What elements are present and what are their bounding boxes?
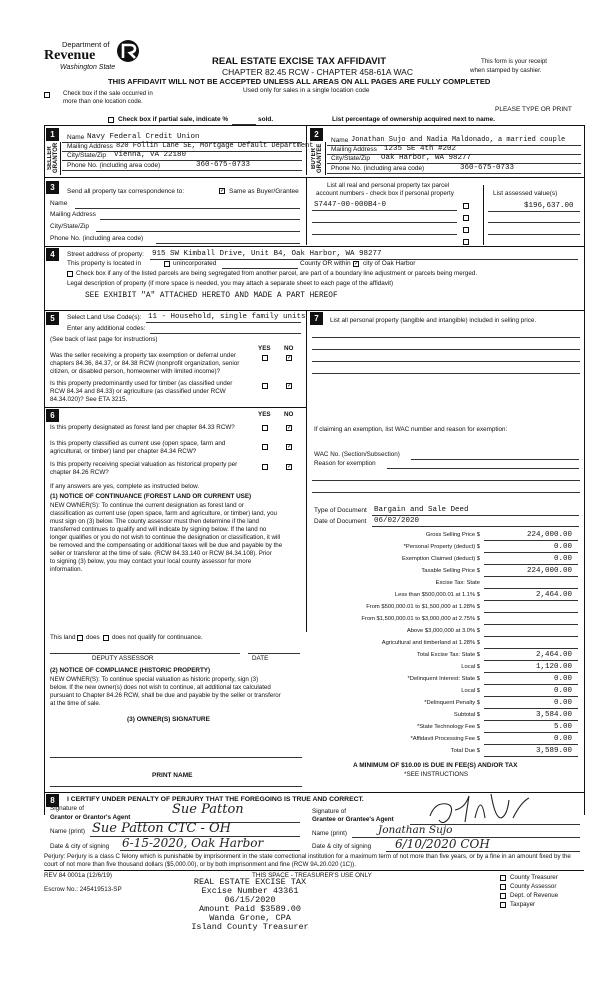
grantee-name-label: Name (print)	[312, 830, 347, 837]
tax-row-value[interactable]: 2,464.00	[535, 651, 572, 659]
personal-property-line-3[interactable]	[312, 361, 580, 362]
tax-row-line	[484, 648, 578, 649]
doc-type-label: Type of Document	[314, 507, 367, 514]
land-use-value[interactable]: 11 - Household, single family units	[148, 313, 306, 321]
county-or-label: County OR within	[300, 260, 351, 267]
street-value[interactable]: 915 SW Kimball Drive, Unit B4, Oak Harbor, WA 98277	[152, 250, 382, 258]
notice1-line4: transferred continues to qualify and will indicate by signing below. If the land no	[50, 526, 267, 533]
form-title: REAL ESTATE EXCISE TAX AFFIDAVIT	[212, 56, 387, 67]
tax-row-label: Local $	[461, 688, 480, 694]
brand-state: Washington State	[60, 64, 116, 71]
section-7-badge: 7	[310, 312, 323, 325]
stamp-line-6: Island County Treasurer	[191, 921, 309, 932]
s5-q1-no-checkbox[interactable]: ✓	[287, 355, 293, 361]
s5-q2-line3: 84.34.020)? See ETA 3215.	[50, 396, 128, 403]
tax-row-line	[484, 588, 578, 589]
land-does-not-label: does not qualify for continuance.	[112, 634, 203, 641]
notice2-line2: below. If the new owner(s) does not wish to continue, all additional tax calculated	[50, 684, 271, 691]
multi-location-checkbox[interactable]	[44, 92, 50, 98]
grantor-name-label: Name (print)	[50, 828, 85, 835]
doc-type-value[interactable]: Bargain and Sale Deed	[374, 506, 469, 514]
tax-row-value[interactable]: 0.00	[553, 735, 572, 743]
parcel-header-1: List all real and personal property tax parcel	[327, 182, 450, 189]
seller-phone-value[interactable]: 360-675-0733	[196, 161, 251, 169]
corr-name-field[interactable]	[75, 208, 300, 209]
s5-q2-line2: RCW 84.34 and 84.33) or agriculture (as classified under RCW	[50, 388, 226, 395]
unincorporated-label: unincorporated	[173, 260, 217, 267]
assessed-value[interactable]: $196,637.00	[524, 202, 574, 210]
tax-row-label: *Personal Property (deduct) $	[403, 544, 480, 550]
tax-row-line	[484, 636, 578, 637]
s6-q3-line2: chapter 84.26 RCW?	[50, 469, 109, 476]
grantee-name-value[interactable]: Jonathan Sujo	[378, 824, 453, 836]
brand-name: Revenue	[44, 48, 96, 63]
seller-mailing-label: Mailing Address	[67, 143, 113, 150]
city-of-label: city of Oak Harbor	[363, 260, 416, 267]
reason-label: Reason for exemption	[314, 460, 376, 467]
s6-q2-line2: agricultural, or timber) land per chapter 84.34 RCW?	[50, 448, 197, 455]
used-only-note: Used only for sales in a single location code	[243, 87, 370, 94]
receipt-note-1: This form is your receipt	[481, 58, 548, 65]
deputy-date-label: DATE	[252, 655, 269, 662]
tax-row-label: Exemption Claimed (deduct) $	[402, 556, 480, 562]
legal-description-label: Legal description of property (if more space is needed, you may attach a separate sheet to each page of the affidavit)	[67, 280, 394, 287]
certify-statement: I CERTIFY UNDER PENALTY OF PERJURY THAT THE FOREGOING IS TRUE AND CORRECT.	[67, 796, 364, 803]
notice-continuance-title: (1) NOTICE OF CONTINUANCE (FOREST LAND OR CURRENT USE)	[50, 493, 252, 500]
s6-q3-line1: Is this property receiving special valuation as historical property per	[50, 461, 238, 468]
parcel-number[interactable]: S7447-00-000B4-0	[314, 201, 387, 209]
parcel-3-checkbox[interactable]	[463, 227, 469, 233]
see-back-note: (See back of last page for instructions)	[50, 336, 158, 343]
dept-line: Department of	[62, 40, 110, 49]
buyer-mailing-label: Mailing Address	[331, 146, 377, 153]
copy-treasurer-checkbox[interactable]	[500, 875, 506, 881]
segregated-label: Check box if any of the listed parcels are being segregated from another parcel, are part of a boundary line adjustment or parcels being merged.	[76, 270, 478, 277]
copy-taxpayer-checkbox[interactable]	[500, 902, 506, 908]
partial-sale-checkbox[interactable]	[108, 117, 114, 123]
s5-yes-header: YES	[258, 345, 271, 352]
tax-row-line	[484, 744, 578, 745]
buyer-grantee-label: BUYER GRANTEE	[311, 143, 323, 173]
reason-field[interactable]	[387, 468, 579, 469]
tax-row-label: Local $	[461, 664, 480, 670]
s6-q1-yes-checkbox[interactable]	[262, 425, 268, 431]
corr-mailing-label: Mailing Address	[50, 211, 96, 218]
s6-q2-no-checkbox[interactable]: ✓	[287, 444, 293, 450]
s5-q1-line2: chapters 84.36, 84.37, or 84.38 RCW (nonprofit organization, senior	[50, 360, 240, 367]
tax-row-value[interactable]: 2,464.00	[535, 591, 572, 599]
section-8-badge: 8	[46, 794, 59, 807]
notice1-line1: NEW OWNER(S): To continue the current designation as forest land or	[50, 502, 244, 509]
wac-label: WAC No. (Section/Subsection)	[314, 451, 400, 458]
parcel-2-checkbox[interactable]	[463, 215, 469, 221]
tax-row-label: *Delinquent Penalty $	[424, 700, 480, 706]
minimum-due-note: A MINIMUM OF $10.00 IS DUE IN FEE(S) AND/OR TAX	[353, 762, 518, 769]
deputy-assessor-field[interactable]	[50, 653, 240, 654]
tax-row-line	[484, 672, 578, 673]
corr-phone-field[interactable]	[156, 243, 300, 244]
seller-city-label: City/State/Zip	[67, 152, 107, 159]
tax-row-label: Gross Selling Price $	[425, 532, 480, 538]
notice1-line9: information.	[50, 566, 83, 573]
tax-row-value[interactable]: 0.00	[553, 675, 572, 683]
stamp-line-1: REAL ESTATE EXCISE TAX	[193, 877, 307, 887]
personal-property-line-2[interactable]	[312, 349, 580, 350]
stamp-line-5: Wanda Grone, CPA	[209, 912, 291, 923]
tax-row-label: Total Excise Tax: State $	[416, 652, 480, 658]
corr-city-label: City/State/Zip	[50, 223, 90, 230]
partial-sale-sold: sold.	[258, 116, 274, 123]
deputy-date-field[interactable]	[248, 653, 300, 654]
copy-assessor-label: County Assessor	[510, 883, 557, 890]
perjury-notice: Perjury: Perjury is a class C felony which is punishable by imprisonment in the state correctional institution for a maximum term of not more than five years, or by a fine in an amount fixed by the court of not more than five thousand dollars ($5,000.00), or by both imprisonment and fine (RCW 9A.20.020 (1C)).	[44, 853, 571, 869]
tax-row-value[interactable]: 224,000.00	[526, 567, 572, 575]
tax-row-label: Less than $500,000.01 at 1.1% $	[394, 592, 480, 598]
s6-yes-header: YES	[258, 411, 271, 418]
s5-q1-line3: citizen, or disabled person, homeowner with limited income)?	[50, 368, 221, 375]
seller-name-label: Name	[67, 134, 85, 141]
list-percentage-note: List percentage of ownership acquired next to name.	[332, 116, 495, 123]
located-in-label: This property is located in	[67, 260, 142, 267]
s5-q1-yes-checkbox[interactable]	[262, 355, 268, 361]
revenue-logo-icon	[114, 38, 142, 64]
claiming-exemption-label: If claiming an exemption, list WAC number and reason for exemption:	[314, 426, 508, 433]
s6-q1-no-checkbox[interactable]: ✓	[287, 425, 293, 431]
corr-city-field[interactable]	[96, 231, 300, 232]
grantor-name-value[interactable]: Sue Patton CTC - OH	[92, 821, 232, 836]
s6-q3-no-checkbox[interactable]: ✓	[287, 464, 293, 470]
notice1-line7: seller or transferor at the time of sale. (RCW 84.33.140 or RCW 84.34.108). Prior	[50, 550, 272, 557]
doc-date-value[interactable]: 06/02/2020	[374, 517, 420, 525]
tax-row-line	[484, 624, 578, 625]
tax-row-line	[484, 732, 578, 733]
notice2-line1: NEW OWNER(S): To continue special valuation as historic property, sign (3)	[50, 676, 259, 683]
buyer-name-label: Name	[331, 137, 349, 144]
tax-row-label: Total Due $	[450, 748, 480, 754]
tax-row-value[interactable]: 3,584.00	[535, 711, 572, 719]
s6-no-header: NO	[284, 411, 294, 418]
tax-row-label: Above $3,000,000 at 3.0% $	[406, 628, 480, 634]
city-checkbox[interactable]: ✓	[354, 261, 360, 267]
tax-row-value[interactable]: 1,120.00	[535, 663, 572, 671]
section-3-badge: 3	[46, 181, 59, 194]
personal-property-label: List all personal property (tangible and intangible) included in selling price.	[330, 317, 537, 324]
additional-codes-label: Enter any additional codes:	[67, 325, 146, 332]
tax-row-line	[484, 684, 578, 685]
section-1-badge: 1	[46, 128, 59, 141]
seller-phone-label: Phone No. (including area code)	[67, 162, 161, 169]
tax-row-label: From $1,500,000.01 to $3,000,000 at 2.75% $	[361, 616, 480, 622]
section-4-badge: 4	[46, 248, 59, 261]
if-yes-note: If any answers are yes, complete as instructed below.	[50, 483, 200, 490]
revenue-logo	[44, 38, 144, 72]
land-does-label: does	[86, 634, 100, 641]
parcel-header-2: account numbers - check box if personal property	[316, 190, 454, 197]
additional-codes-field[interactable]	[150, 333, 301, 334]
grantee-sig-label-2: Grantee or Grantee's Agent	[312, 816, 394, 823]
segregated-checkbox[interactable]	[67, 271, 73, 277]
notice1-line8: to signing (3) below, you may contact your local county assessor for more	[50, 558, 252, 565]
multi-location-label-1: Check box if the sale occurred in	[63, 90, 153, 97]
buyer-mailing-value[interactable]: 1235 SE 4th #202	[384, 145, 457, 153]
grantee-date-label: Date & city of signing	[312, 843, 372, 850]
land-use-label: Select Land Use Code(s):	[67, 314, 142, 321]
stamp-line-2: Excise Number 43361	[201, 885, 299, 896]
deputy-assessor-label: DEPUTY ASSESSOR	[92, 655, 154, 662]
notice-compliance-title: (2) NOTICE OF COMPLIANCE (HISTORIC PROPERTY)	[50, 667, 211, 674]
doc-date-label: Date of Document	[314, 518, 367, 525]
multi-location-label-2: more than one location code.	[63, 98, 143, 105]
grantor-signature[interactable]: Sue Patton	[172, 802, 244, 817]
tax-row-value[interactable]: 0.00	[553, 687, 572, 695]
tax-row-line	[484, 696, 578, 697]
tax-row-line	[484, 600, 578, 601]
copy-revenue-checkbox[interactable]	[500, 893, 506, 899]
notice1-line5: longer qualifies or you do not wish to continue the designation or classification, it will	[50, 534, 281, 541]
seller-city-value[interactable]: Vienna, VA 22180	[114, 151, 187, 159]
s5-q2-no-checkbox[interactable]: ✓	[287, 383, 293, 389]
tax-row-line	[484, 660, 578, 661]
s5-q1-line1: Was the seller receiving a property tax exemption or deferral under	[50, 352, 236, 359]
s5-q2-yes-checkbox[interactable]	[262, 383, 268, 389]
buyer-city-value[interactable]: Oak Harbor, WA 98277	[381, 154, 472, 162]
grantee-signature[interactable]	[425, 788, 535, 828]
grantee-date-value[interactable]: 6/10/2020 COH	[395, 837, 490, 851]
notice1-line6: be removed and the compensating or additional taxes will be due and payable by the	[50, 542, 283, 549]
personal-property-line-4[interactable]	[312, 373, 580, 374]
treasurer-stamp	[150, 878, 350, 932]
tax-row-line	[484, 552, 578, 553]
tax-row-label: Agricultural and timberland at 1.28% $	[381, 640, 480, 646]
unincorporated-checkbox[interactable]	[164, 261, 170, 267]
s5-no-header: NO	[284, 345, 294, 352]
copy-treasurer-label: County Treasurer	[510, 874, 558, 881]
corr-mailing-field[interactable]	[100, 219, 300, 220]
see-instructions-note: *SEE INSTRUCTIONS	[404, 771, 469, 778]
buyer-phone-value[interactable]: 360-675-0733	[460, 164, 515, 172]
please-type: PLEASE TYPE OR PRINT	[495, 106, 572, 113]
grantor-date-value[interactable]: 6-15-2020, Oak Harbor	[122, 836, 264, 850]
tax-row-label: *State Technology Fee $	[416, 724, 480, 730]
section-5-badge: 5	[46, 312, 59, 325]
tax-row-label: From $500,000.01 to $1,500,000 at 1.28% $	[366, 604, 480, 610]
tax-row-value[interactable]: 5.00	[553, 723, 572, 731]
grantor-sig-label-1: Signature of	[50, 805, 84, 812]
parcel-1-checkbox[interactable]	[463, 203, 469, 209]
tax-row-line	[484, 564, 578, 565]
s6-q2-line1: Is this property classified as current use (open space, farm and	[50, 440, 226, 447]
corr-phone-label: Phone No. (including area code)	[50, 235, 144, 242]
seller-name-value[interactable]: Navy Federal Credit Union	[87, 133, 200, 141]
section-6-badge: 6	[46, 409, 59, 422]
same-as-buyer-checkbox[interactable]: ✓	[220, 188, 226, 194]
buyer-city-label: City/State/Zip	[331, 155, 371, 162]
seller-mailing-value[interactable]: 820 Follin Lane SE, Mortgage Default Department	[116, 142, 314, 150]
street-label: Street address of property:	[67, 251, 144, 258]
s6-q2-yes-checkbox[interactable]	[262, 444, 268, 450]
land-does-not-checkbox[interactable]	[103, 635, 109, 641]
notice2-line4: at the time of sale.	[50, 700, 101, 707]
assessed-header: List assessed value(s)	[493, 190, 558, 197]
tax-row-label: Excise Tax: State	[435, 580, 480, 586]
legal-description-value[interactable]: SEE EXHIBIT "A" ATTACHED HERETO AND MADE A PART HEREOF	[85, 292, 338, 300]
owner-signature-label: (3) OWNER(S) SIGNATURE	[127, 716, 210, 723]
seller-grantor-label: SELLER GRANTOR	[47, 142, 59, 173]
stamp-line-3: 06/15/2020	[224, 894, 276, 905]
land-does-checkbox[interactable]	[77, 635, 83, 641]
treasurer-header: THIS SPACE - TREASURER'S USE ONLY	[252, 872, 372, 879]
copy-assessor-checkbox[interactable]	[500, 884, 506, 890]
notice1-line2: classification as current use (open space, farm and agriculture, or timber) land, you	[50, 510, 277, 517]
s6-q3-yes-checkbox[interactable]	[262, 464, 268, 470]
notice2-line3: pursuant to Chapter 84.26 RCW, shall be due and payable by the seller or transferor	[50, 692, 281, 699]
notice1-line3: must sign on (3) below. The county assessor must then determine if the land	[50, 518, 259, 525]
tax-row-label: Subtotal $	[453, 712, 480, 718]
tax-row-value[interactable]: 0.00	[553, 543, 572, 551]
tax-row-label: *Affidavit Processing Fee $	[410, 736, 480, 742]
tax-row-line	[484, 576, 578, 577]
partial-sale-label: Check box if partial sale, indicate %	[118, 116, 229, 123]
buyer-name-value[interactable]: Jonathan Sujo and Nadia Maldonado, a married couple	[351, 136, 566, 144]
print-name-field[interactable]	[50, 786, 302, 787]
parcel-4-checkbox[interactable]	[463, 239, 469, 245]
tax-row-value[interactable]: 0.00	[553, 699, 572, 707]
tax-row-line	[484, 708, 578, 709]
s6-q1: Is this property designated as forest land per chapter 84.33 RCW?	[50, 424, 235, 431]
grantor-date-label: Date & city of signing	[50, 843, 110, 850]
same-as-buyer-label: Same as Buyer/Grantee	[229, 188, 299, 195]
form-chapter: CHAPTER 82.45 RCW - CHAPTER 458-61A WAC	[222, 67, 413, 77]
print-name-label: PRINT NAME	[152, 772, 193, 779]
send-correspondence-label: Send all property tax correspondence to:	[67, 188, 185, 195]
tax-row-value[interactable]: 0.00	[553, 555, 572, 563]
receipt-note-2: when stamped by cashier.	[470, 67, 542, 74]
escrow-number: Escrow No.: 245419513-SP	[44, 886, 122, 893]
grantor-sig-label-2: Grantor or Grantor's Agent	[50, 814, 131, 821]
rev-number: REV 84 0001a (12/6/19)	[44, 872, 112, 879]
section-2-badge: 2	[310, 128, 323, 141]
tax-row-label: *Delinquent Interest: State $	[407, 676, 480, 682]
tax-row-line	[484, 756, 578, 757]
tax-row-line	[484, 720, 578, 721]
tax-row-value[interactable]: 3,589.00	[535, 747, 572, 755]
tax-row-label: Taxable Selling Price $	[421, 568, 480, 574]
copy-revenue-label: Dept. of Revenue	[510, 892, 559, 899]
personal-property-line-1[interactable]	[312, 337, 580, 338]
tax-row-line	[484, 612, 578, 613]
owner-signature-field[interactable]	[50, 757, 302, 758]
tax-row-value[interactable]: 224,000.00	[526, 531, 572, 539]
grantee-sig-label-1: Signature of	[312, 808, 346, 815]
corr-name-label: Name	[50, 200, 68, 207]
s5-q2-line1: Is this property predominantly used for timber (as classified under	[50, 380, 233, 387]
form-warning: THIS AFFIDAVIT WILL NOT BE ACCEPTED UNLESS ALL AREAS ON ALL PAGES ARE FULLY COMPLETED	[108, 77, 491, 86]
copy-taxpayer-label: Taxpayer	[510, 901, 536, 908]
buyer-phone-label: Phone No. (including area code)	[331, 165, 425, 172]
stamp-line-4: Amount Paid $3589.00	[198, 903, 302, 914]
wac-field[interactable]	[411, 459, 579, 460]
tax-row-line	[484, 540, 578, 541]
this-land-label: This land	[50, 634, 76, 641]
